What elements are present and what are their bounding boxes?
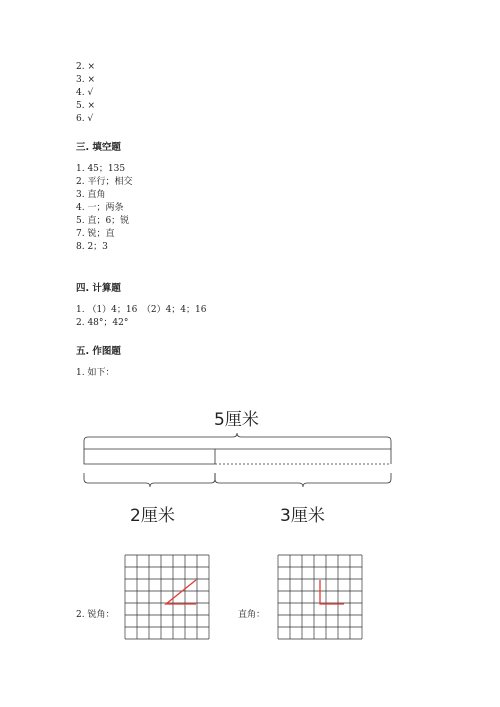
draw-item-1: 1. 如下： [76,368,115,378]
right-angle-drawing [320,580,344,604]
fill-section-title: 三. 填空题 [76,142,121,153]
fill-answer-2: 2. 平行；相交 [76,177,133,187]
fill-answer-7: 7. 锐；直 [76,229,115,239]
draw-section-title: 五. 作图题 [76,346,121,357]
right-segment-label: 3厘米 [280,506,325,526]
total-length-label: 5厘米 [214,410,259,430]
judge-answer-5: 5. × [76,101,95,111]
fill-answer-5: 5. 直；6；锐 [76,216,130,226]
fill-answer-3: 3. 直角 [76,190,106,200]
calc-answer-2: 2. 48°；42° [76,318,129,328]
acute-angle-grid [125,555,209,639]
right-angle-grid [278,555,362,639]
fill-answer-4: 4. 一；两条 [76,203,124,213]
fill-answer-1: 1. 45；135 [76,164,126,174]
judge-answer-6: 6. √ [76,114,94,124]
judge-answer-4: 4. √ [76,88,94,98]
calc-section-title: 四. 计算题 [76,283,121,294]
right-angle-label: 直角： [238,610,266,620]
calc-answer-1: 1. （1）4；16 （2）4；4；16 [76,305,207,315]
acute-angle-drawing [166,580,196,604]
acute-angle-label: 2. 锐角： [76,610,115,620]
judge-answer-3: 3. × [76,75,95,85]
fill-answer-8: 8. 2；3 [76,242,108,252]
judge-answer-2: 2. × [76,62,95,72]
left-segment-label: 2厘米 [130,506,175,526]
